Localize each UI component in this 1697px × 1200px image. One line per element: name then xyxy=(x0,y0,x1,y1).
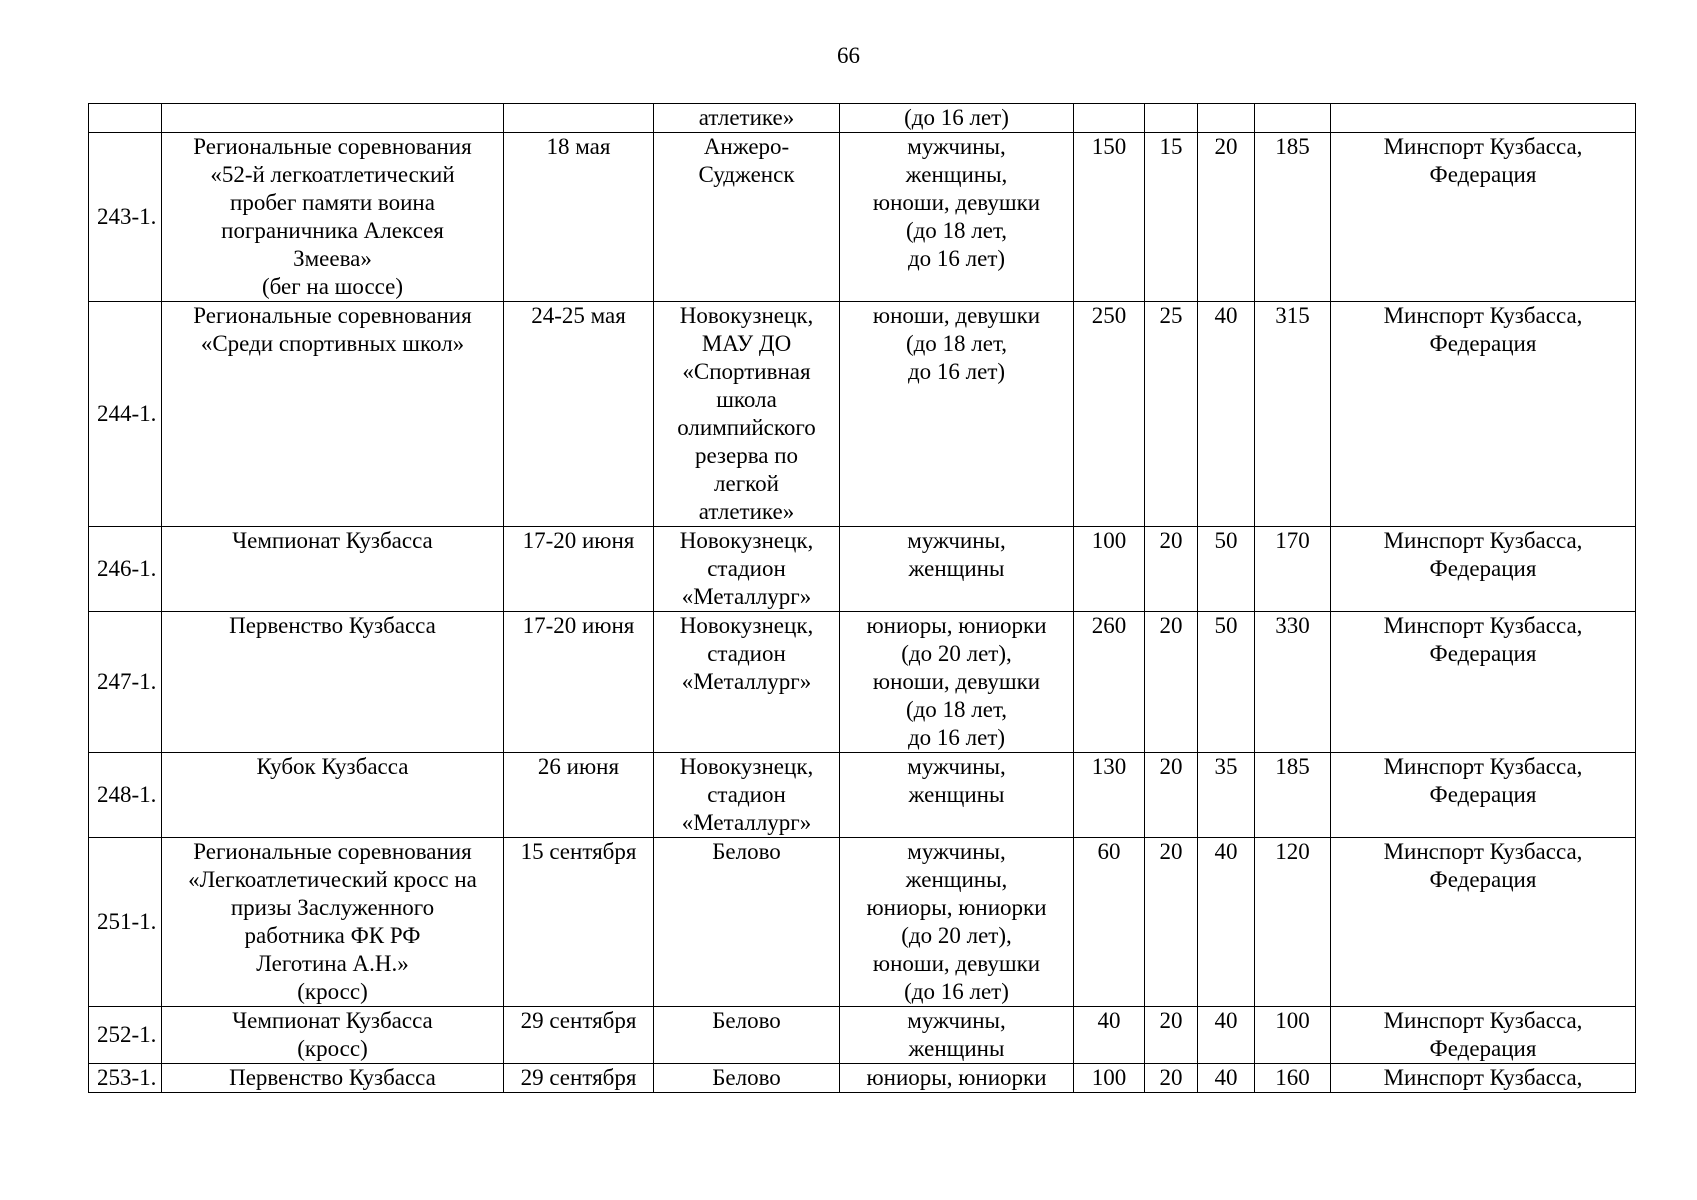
table-row xyxy=(89,1064,1636,1093)
event-place: Белово xyxy=(654,838,840,1007)
judges-count: 40 xyxy=(1198,302,1255,527)
event-number: 246-1. xyxy=(89,527,162,612)
event-participants: мужчины, женщины xyxy=(840,527,1074,612)
athletes-count: 260 xyxy=(1074,612,1145,753)
athletes-count: 130 xyxy=(1074,753,1145,838)
event-date xyxy=(504,104,654,133)
event-number: 252-1. xyxy=(89,1007,162,1064)
events-table xyxy=(88,103,1636,1093)
total-count: 315 xyxy=(1255,302,1331,527)
event-date: 15 сентября xyxy=(504,838,654,1007)
event-date: 24-25 мая xyxy=(504,302,654,527)
event-date: 26 июня xyxy=(504,753,654,838)
event-number: 248-1. xyxy=(89,753,162,838)
table-row xyxy=(89,1007,1636,1064)
event-place: атлетике» xyxy=(654,104,840,133)
judges-count: 50 xyxy=(1198,527,1255,612)
event-place: Новокузнецк, стадион «Металлург» xyxy=(654,753,840,838)
coaches-count: 20 xyxy=(1145,1007,1198,1064)
event-date: 17-20 июня xyxy=(504,612,654,753)
total-count: 330 xyxy=(1255,612,1331,753)
athletes-count: 250 xyxy=(1074,302,1145,527)
table-row xyxy=(89,612,1636,753)
event-number: 243-1. xyxy=(89,133,162,302)
event-organizer: Минспорт Кузбасса, Федерация xyxy=(1331,133,1636,302)
event-name: Чемпионат Кузбасса (кросс) xyxy=(162,1007,504,1064)
athletes-count xyxy=(1074,104,1145,133)
event-place: Новокузнецк, стадион «Металлург» xyxy=(654,612,840,753)
event-participants: мужчины, женщины, юноши, девушки (до 18 лет, до 16 лет) xyxy=(840,133,1074,302)
event-participants: юноши, девушки (до 18 лет, до 16 лет) xyxy=(840,302,1074,527)
judges-count: 20 xyxy=(1198,133,1255,302)
event-place: Белово xyxy=(654,1007,840,1064)
event-name xyxy=(162,104,504,133)
coaches-count: 15 xyxy=(1145,133,1198,302)
event-number: 244-1. xyxy=(89,302,162,527)
total-count: 120 xyxy=(1255,838,1331,1007)
total-count: 185 xyxy=(1255,133,1331,302)
judges-count xyxy=(1198,104,1255,133)
event-organizer: Минспорт Кузбасса, Федерация xyxy=(1331,527,1636,612)
event-participants: юниоры, юниорки xyxy=(840,1064,1074,1093)
event-participants: (до 16 лет) xyxy=(840,104,1074,133)
event-participants: мужчины, женщины, юниоры, юниорки (до 20 лет), юноши, девушки (до 16 лет) xyxy=(840,838,1074,1007)
events-table-body xyxy=(89,104,1636,1093)
table-row xyxy=(89,753,1636,838)
event-organizer: Минспорт Кузбасса, Федерация xyxy=(1331,753,1636,838)
judges-count: 40 xyxy=(1198,1007,1255,1064)
page-number: 66 xyxy=(837,43,860,68)
event-number xyxy=(89,104,162,133)
total-count: 160 xyxy=(1255,1064,1331,1093)
event-name: Региональные соревнования «52-й легкоатлетический пробег памяти воина пограничника Алексея Змеева» (бег на шоссе) xyxy=(162,133,504,302)
total-count: 100 xyxy=(1255,1007,1331,1064)
coaches-count: 20 xyxy=(1145,838,1198,1007)
event-name: Региональные соревнования «Легкоатлетический кросс на призы Заслуженного работника ФК РФ Леготина А.Н.» (кросс) xyxy=(162,838,504,1007)
event-organizer: Минспорт Кузбасса, Федерация xyxy=(1331,612,1636,753)
judges-count: 40 xyxy=(1198,1064,1255,1093)
event-name: Кубок Кузбасса xyxy=(162,753,504,838)
table-row-continuation xyxy=(89,104,1636,133)
athletes-count: 60 xyxy=(1074,838,1145,1007)
athletes-count: 100 xyxy=(1074,1064,1145,1093)
event-date: 17-20 июня xyxy=(504,527,654,612)
table-row xyxy=(89,302,1636,527)
athletes-count: 100 xyxy=(1074,527,1145,612)
coaches-count: 20 xyxy=(1145,612,1198,753)
coaches-count xyxy=(1145,104,1198,133)
table-row xyxy=(89,527,1636,612)
coaches-count: 20 xyxy=(1145,1064,1198,1093)
event-name: Первенство Кузбасса xyxy=(162,612,504,753)
event-number: 247-1. xyxy=(89,612,162,753)
event-name: Чемпионат Кузбасса xyxy=(162,527,504,612)
judges-count: 40 xyxy=(1198,838,1255,1007)
athletes-count: 150 xyxy=(1074,133,1145,302)
event-organizer: Минспорт Кузбасса, Федерация xyxy=(1331,838,1636,1007)
coaches-count: 20 xyxy=(1145,527,1198,612)
table-row xyxy=(89,838,1636,1007)
event-number: 251-1. xyxy=(89,838,162,1007)
athletes-count: 40 xyxy=(1074,1007,1145,1064)
event-participants: юниоры, юниорки (до 20 лет), юноши, девушки (до 18 лет, до 16 лет) xyxy=(840,612,1074,753)
event-place: Анжеро- Судженск xyxy=(654,133,840,302)
event-organizer: Минспорт Кузбасса, Федерация xyxy=(1331,1007,1636,1064)
event-date: 18 мая xyxy=(504,133,654,302)
event-organizer xyxy=(1331,104,1636,133)
total-count: 185 xyxy=(1255,753,1331,838)
coaches-count: 25 xyxy=(1145,302,1198,527)
event-date: 29 сентября xyxy=(504,1064,654,1093)
table-row xyxy=(89,133,1636,302)
total-count: 170 xyxy=(1255,527,1331,612)
total-count xyxy=(1255,104,1331,133)
event-number: 253-1. xyxy=(89,1064,162,1093)
event-organizer: Минспорт Кузбасса, Федерация xyxy=(1331,302,1636,527)
event-participants: мужчины, женщины xyxy=(840,1007,1074,1064)
event-place: Белово xyxy=(654,1064,840,1093)
judges-count: 50 xyxy=(1198,612,1255,753)
event-participants: мужчины, женщины xyxy=(840,753,1074,838)
event-date: 29 сентября xyxy=(504,1007,654,1064)
event-name: Региональные соревнования «Среди спортивных школ» xyxy=(162,302,504,527)
event-place: Новокузнецк, МАУ ДО «Спортивная школа олимпийского резерва по легкой атлетике» xyxy=(654,302,840,527)
coaches-count: 20 xyxy=(1145,753,1198,838)
event-organizer: Минспорт Кузбасса, xyxy=(1331,1064,1636,1093)
event-name: Первенство Кузбасса xyxy=(162,1064,504,1093)
judges-count: 35 xyxy=(1198,753,1255,838)
event-place: Новокузнецк, стадион «Металлург» xyxy=(654,527,840,612)
